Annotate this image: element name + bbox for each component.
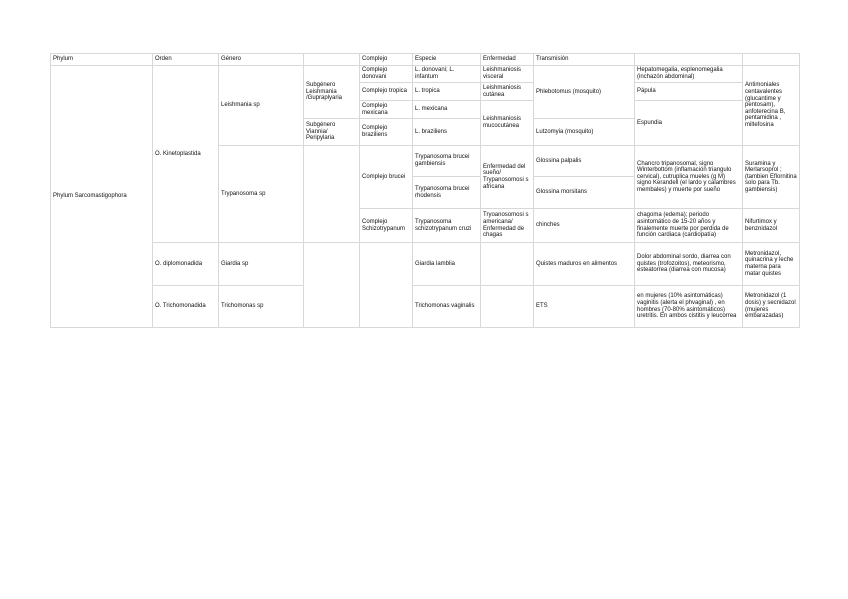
especie-braziliens: L. braziliens: [413, 119, 481, 146]
header-genero: Género: [219, 54, 304, 66]
complejo-schizotrypanum: Complejo Schizotrypanum: [360, 209, 413, 243]
complejo-tropica: Complejo tropica: [360, 83, 413, 101]
transmision-morsitans: Glossina morsitans: [534, 177, 635, 209]
parasite-table: [50, 53, 800, 328]
signos-chagas: chagoma (edema); periodo asintomático de 15-20 años y finalemente muerte por perdida de función cardiaca (cardiopatía): [635, 209, 743, 243]
genero-trichomonas: Trichomonas sp: [219, 286, 304, 328]
tratamiento-chagas: Nifurtimox y benznidazol: [743, 209, 800, 243]
orden-kinetoplastida: O. Kinetoplastida: [153, 66, 219, 243]
complejo-brucei: Complejo brucei: [360, 146, 413, 209]
enfermedad-mucocutanea: Leishmaniosis mucocutánea: [481, 101, 534, 146]
signos-espundia: Espundia: [635, 101, 743, 146]
complejo-mexicana: Complejo mexicana: [360, 101, 413, 119]
transmision-palpalis: Glossina palpalis: [534, 146, 635, 177]
header-orden: Orden: [153, 54, 219, 66]
enfermedad-cutanea: Leishmaniosis cutánea: [481, 83, 534, 101]
header-complejo: Complejo: [360, 54, 413, 66]
especie-gambiense: Trypanosoma brucei gambiensis: [413, 146, 481, 177]
especie-donovani: L. donovani; L. infantum: [413, 66, 481, 83]
complejo-braziliens: Complejo braziliens: [360, 119, 413, 146]
transmision-ets: ETS: [534, 286, 635, 328]
especie-rhodesiense: Trypanosoma brucei rhodensis: [413, 177, 481, 209]
genero-leishmania: Leishmania sp: [219, 66, 304, 146]
header-transmision: Transmisión: [534, 54, 635, 66]
signos-visceral: Hepatomegalia, esplenomegalia (inchazón abdominal): [635, 66, 743, 83]
enfermedad-chagas: Tryoanosomosi s americana/ Enfermedad de chagas: [481, 209, 534, 243]
complejo-donovani: Complejo donovani: [360, 66, 413, 83]
especie-giardia: Giardia lamblia: [413, 243, 481, 286]
table-header-row: [51, 54, 800, 66]
tratamiento-leishmania: Antimoniales centavalentes (glucantime y pentosam), anfoterecina B, pentamidina , miltefosina: [743, 66, 800, 146]
enfermedad-empty: [481, 286, 534, 328]
transmision-quistes: Quistes maduros en alimentos: [534, 243, 635, 286]
subgenero-viannia: Subgénero Viannia/ Peripylaria: [304, 119, 360, 146]
signos-giardia: Dolor abdominal sordo, diarrea con quistes (trofozoitos), meteorismo, esteatorrea (diarrea con mucosa): [635, 243, 743, 286]
tratamiento-giardia: Metronidazol, quinacrina y leche materna para matar quistes: [743, 243, 800, 286]
enfermedad-empty: [481, 243, 534, 286]
tratamiento-sueno: Suramina y Merlarsoprol ; (tambien Eflornitina solo para Tb. gambiensis): [743, 146, 800, 209]
phylum-cell: Phylum Sarcomastigophora: [51, 66, 153, 328]
genero-trypanosoma: Trypanosoma sp: [219, 146, 304, 243]
signos-trichomonas: en mujeres (10% asintomáticas) vaginitis (alerta el phvaginal) , en hombres (70-80% asintomáticos) uretritis. En ambos cistitis y leucorrea: [635, 286, 743, 328]
header-enfermedad: Enfermedad: [481, 54, 534, 66]
header-especie: Especie: [413, 54, 481, 66]
especie-tropica: L. tropica: [413, 83, 481, 101]
signos-papula: Pápula: [635, 83, 743, 101]
complejo-empty: [360, 243, 413, 328]
signos-sueno: Chancro tripanosomal, signo Winterbottom (inflamación triangulo cervical), cutruplica mueles (g M) signo Kerandell (el lardo y calambres membales) y muerte por sueño: [635, 146, 743, 209]
subgenero-empty: [304, 146, 360, 243]
header-tratamiento: [743, 54, 800, 66]
especie-cruzi: Trypanosoma schizotrypanum cruzi: [413, 209, 481, 243]
transmision-phlebotomus: Phlebotomus (mosquito): [534, 66, 635, 119]
table-row: [51, 286, 800, 328]
transmision-lutzomyia: Lutzomyia (mosquito): [534, 119, 635, 146]
transmision-chinches: chinches: [534, 209, 635, 243]
especie-mexicana: L. mexicana: [413, 101, 481, 119]
subgenero-empty: [304, 243, 360, 328]
header-phylum: Phylum: [51, 54, 153, 66]
header-signos: [635, 54, 743, 66]
orden-trichomonadida: O. Trichomonadida: [153, 286, 219, 328]
tratamiento-trichomonas: Metronidazol (1 dosis) y secnidazol (mujeres embarazadas): [743, 286, 800, 328]
table-row: [51, 66, 800, 83]
enfermedad-visceral: Leishmaniosis visceral: [481, 66, 534, 83]
genero-giardia: Giardia sp: [219, 243, 304, 286]
table-row: [51, 243, 800, 286]
enfermedad-sueno: Enfermedad del sueño/ Trypanosomosi s africana: [481, 146, 534, 209]
especie-trichomonas: Trichomonas vaginalis: [413, 286, 481, 328]
header-subgenero: [304, 54, 360, 66]
subgenero-leishmania: Subgénero Leishmania /Gupraplyaria: [304, 66, 360, 119]
orden-diplomonadida: O. diplomonadida: [153, 243, 219, 286]
